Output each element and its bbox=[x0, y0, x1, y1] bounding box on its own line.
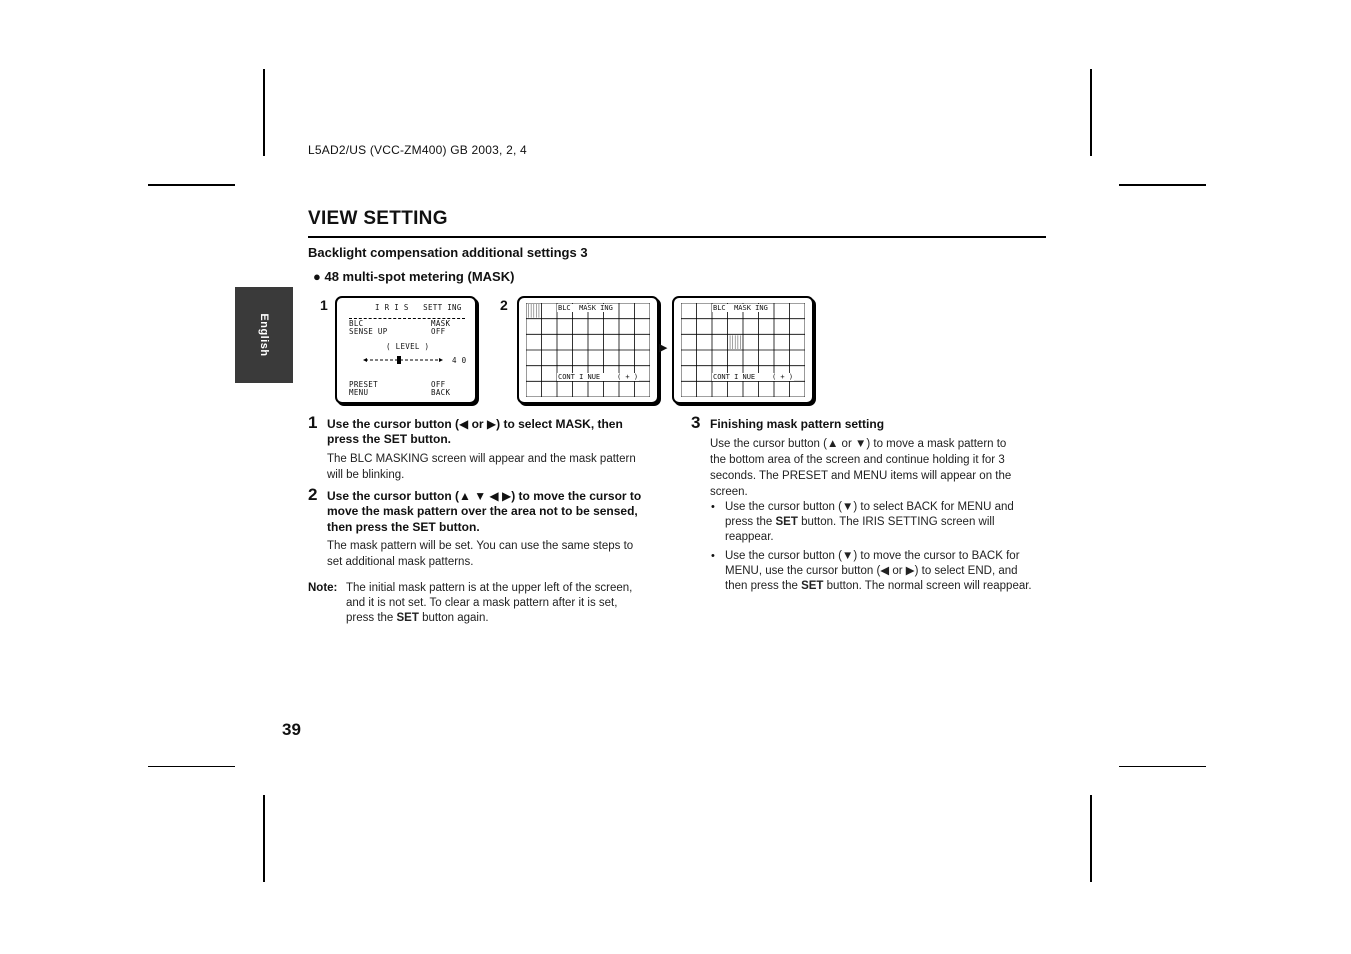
step-3-bullet-1-line3: reappear. bbox=[725, 531, 774, 543]
iris-bottom2-left: MENU bbox=[349, 388, 369, 397]
step-1-instruction-line1: Use the cursor button (◀ or ▶) to select MASK, then bbox=[327, 417, 623, 431]
iris-bottom2-right: BACK bbox=[431, 388, 451, 397]
step-3-bullet-2-dot: • bbox=[711, 550, 715, 562]
blc-masking-screen-a bbox=[517, 296, 659, 404]
bullet-heading-text: 48 multi-spot metering (MASK) bbox=[324, 269, 515, 284]
step-1-desc-line2: will be blinking. bbox=[327, 469, 405, 481]
language-side-tab bbox=[235, 287, 293, 383]
step-1-desc-line1: The BLC MASKING screen will appear and the mask pattern bbox=[327, 453, 636, 465]
figure-2-number: 2 bbox=[500, 297, 508, 313]
step-3-bullet-2-line1: Use the cursor button (▼) to move the cursor to BACK for bbox=[725, 550, 1020, 562]
step-3-bullet-1-line2: press the SET button. The IRIS SETTING screen will bbox=[725, 516, 995, 528]
crop-mark-top-left-h bbox=[148, 184, 235, 186]
page-title: VIEW SETTING bbox=[308, 208, 448, 229]
note-line2: and it is not set. To clear a mask pattern after it is set, bbox=[346, 597, 618, 609]
iris-level-label: ( LEVEL ) bbox=[386, 342, 430, 351]
step-3-heading: Finishing mask pattern setting bbox=[710, 417, 885, 431]
step-3-bullet-1-dot: • bbox=[711, 501, 715, 513]
iris-row2-left: SENSE UP bbox=[349, 327, 388, 336]
section-subheading: Backlight compensation additional settings 3 bbox=[308, 245, 588, 260]
note-line3: press the SET button again. bbox=[346, 612, 489, 624]
page-number: 39 bbox=[282, 720, 301, 739]
figure-1-number: 1 bbox=[320, 297, 328, 313]
iris-bottom1-left: PRESET bbox=[349, 380, 378, 389]
mask-grid-a bbox=[526, 303, 650, 397]
language-side-tab-label: English bbox=[258, 313, 270, 357]
iris-row1-left: BLC bbox=[349, 319, 364, 328]
step-3-desc-line2: the bottom area of the screen and continue holding it for 3 bbox=[710, 454, 1005, 466]
iris-screen-title: I R I S SETT ING bbox=[375, 303, 462, 312]
step-3-bullet-1-line1: Use the cursor button (▼) to select BACK for MENU and bbox=[725, 501, 1014, 513]
note-label: Note: bbox=[308, 582, 338, 594]
iris-row2-right: OFF bbox=[431, 327, 446, 336]
crop-mark-bottom-left-h bbox=[148, 766, 235, 767]
iris-row1-right: MASK bbox=[431, 319, 451, 328]
step-1-number: 1 bbox=[308, 413, 318, 432]
crop-mark-bottom-left-v bbox=[263, 795, 265, 882]
header-code: L5AD2/US (VCC-ZM400) GB 2003, 2, 4 bbox=[308, 143, 527, 157]
iris-level-slider bbox=[363, 354, 445, 366]
step-2-number: 2 bbox=[308, 485, 318, 504]
step-3-desc-line4: screen. bbox=[710, 486, 748, 498]
step-3-number: 3 bbox=[691, 413, 701, 432]
step-2-instruction-line3: then press the SET button. bbox=[327, 520, 480, 534]
next-screen-arrow: ▶ bbox=[659, 342, 668, 354]
mask-grid-b-footer: CONT I NUE ( + ) bbox=[713, 373, 794, 381]
note-line1: The initial mask pattern is at the upper left of the screen, bbox=[346, 582, 633, 594]
crop-mark-top-left-v bbox=[263, 69, 265, 156]
step-3-desc-line1: Use the cursor button (▲ or ▼) to move a mask pattern to bbox=[710, 438, 1007, 450]
step-2-instruction-line1: Use the cursor button (▲ ▼ ◀ ▶) to move the cursor to bbox=[327, 489, 642, 503]
bullet-dot: ● bbox=[313, 269, 325, 284]
step-2-desc-line2: set additional mask patterns. bbox=[327, 556, 474, 568]
mask-grid-a-footer: CONT I NUE ( + ) bbox=[558, 373, 639, 381]
iris-bottom1-right: OFF bbox=[431, 380, 446, 389]
blc-masking-screen-b bbox=[672, 296, 814, 404]
crop-mark-bottom-right-v bbox=[1090, 795, 1092, 882]
mask-grid-a-title: BLC MASK ING bbox=[558, 304, 613, 312]
step-3-bullet-2-line2: MENU, use the cursor button (◀ or ▶) to select END, and bbox=[725, 565, 1018, 577]
step-2-desc-line1: The mask pattern will be set. You can use the same steps to bbox=[327, 540, 634, 552]
mask-grid-b bbox=[681, 303, 805, 397]
step-2-instruction-line2: move the mask pattern over the area not to be sensed, bbox=[327, 504, 638, 518]
step-1-instruction-line2: press the SET button. bbox=[327, 432, 452, 446]
iris-setting-screen bbox=[335, 296, 477, 404]
title-rule bbox=[308, 236, 1046, 238]
mask-grid-b-title: BLC MASK ING bbox=[713, 304, 768, 312]
step-3-desc-line3: seconds. The PRESET and MENU items will appear on the bbox=[710, 470, 1012, 482]
crop-mark-top-right-v bbox=[1090, 69, 1092, 156]
iris-slider-value: 4 0 bbox=[452, 356, 467, 365]
crop-mark-bottom-right-h bbox=[1119, 766, 1206, 767]
bullet-heading bbox=[313, 269, 514, 284]
step-3-bullet-2-line3: then press the SET button. The normal screen will reappear. bbox=[725, 580, 1032, 592]
crop-mark-top-right-h bbox=[1119, 184, 1206, 186]
